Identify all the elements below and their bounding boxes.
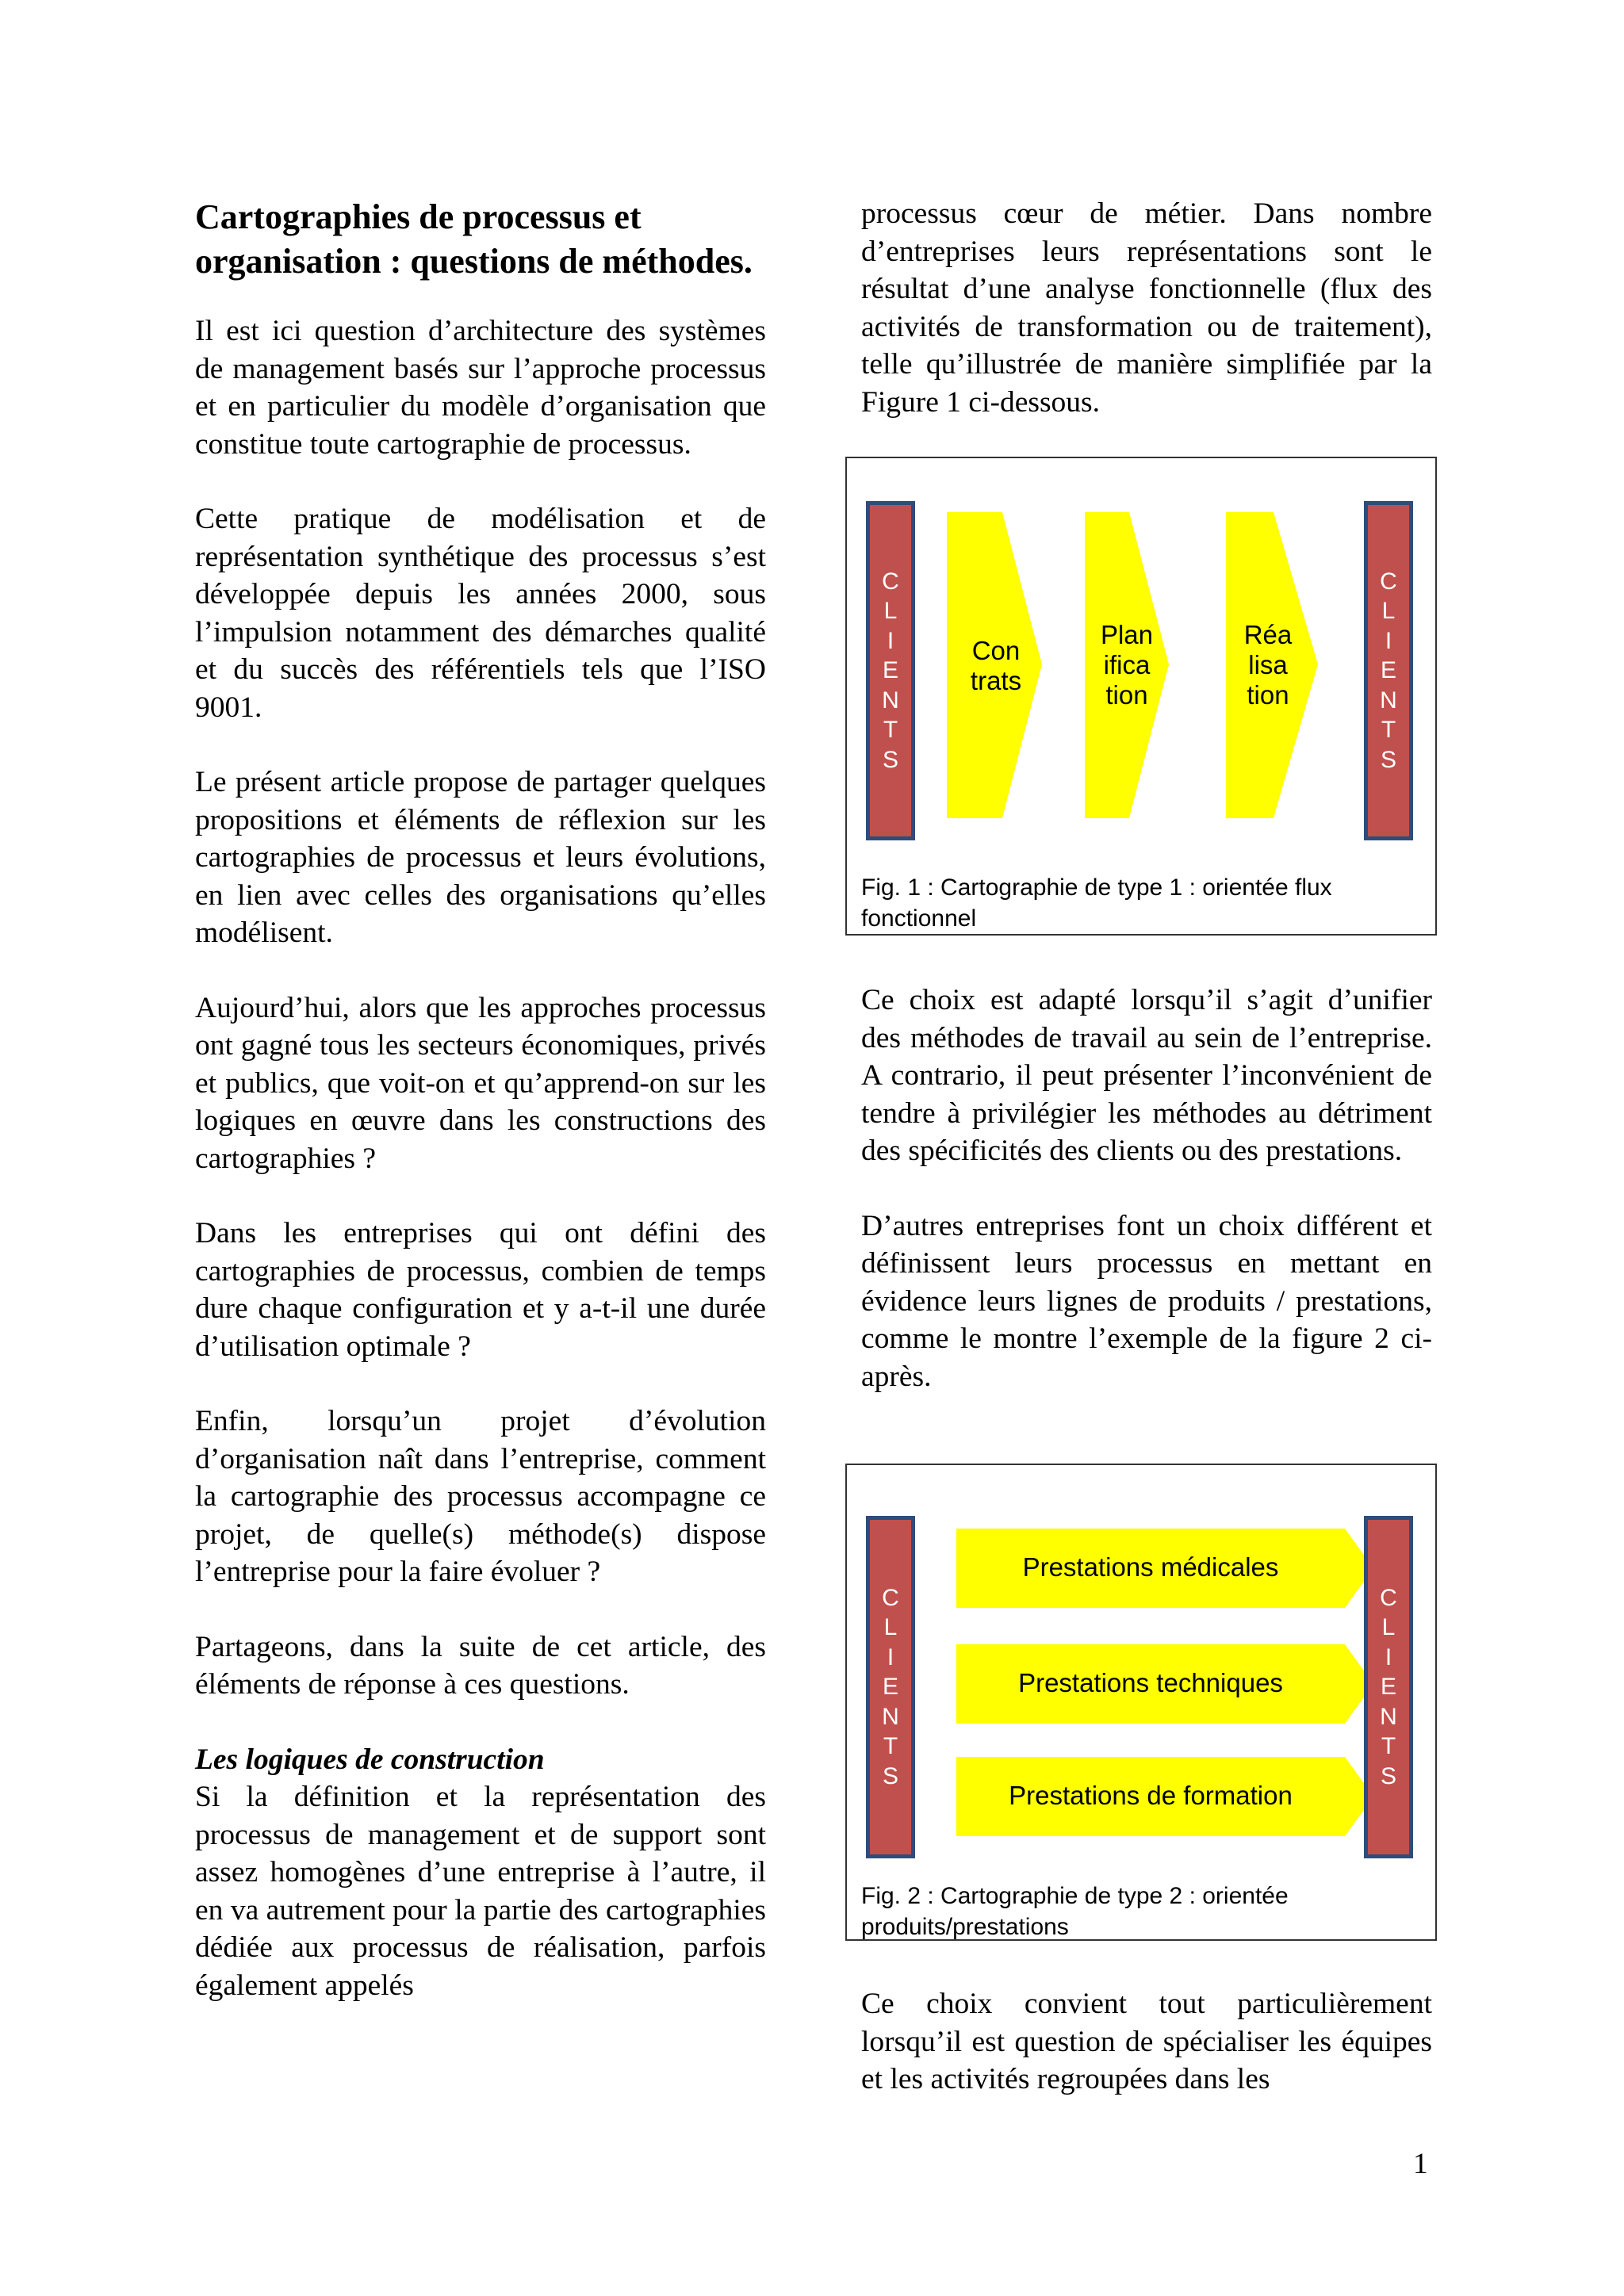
clients-letter: N [882,687,899,714]
article-title: Cartographies de processus et organisation : questions de méthodes. [195,197,753,281]
clients-letter: L [883,1614,898,1641]
step-label-planification: Plan ifica tion [1100,620,1154,710]
paragraph-logics-text: Si la définition et la représentation des processus de management et de support sont assez homogènes d’une entreprise à l’autre, il en va autrement pour la partie des cartographies dédiée aux processus de réalisation, parfois également appelés [195,1781,766,2002]
clients-letter: E [882,1674,898,1701]
left-column [195,195,766,2004]
clients-letter: S [1380,746,1396,773]
clients-letter: N [1380,1703,1397,1730]
step-label-contrats: Con trats [970,636,1022,695]
clients-letter: E [1380,657,1396,684]
clients-letter: T [883,717,898,744]
clients-letter: T [1381,1733,1396,1760]
paragraph-choice-2: D’autres entreprises font un choix différent et définissent leurs processus en mettant en évidence leurs lignes de produits / prestations, comme le montre l’exemple de la figure 2 ci-après. [861,1209,1432,1393]
clients-letter: S [882,1762,898,1789]
paragraph-purpose: Le présent article propose de partager quelques propositions et éléments de réflexion sur les cartographies de processus et leurs évolutions, en lien avec celles des organisations qu’elles modélisent. [195,766,766,949]
paragraph-choice-3: Ce choix convient tout particulièrement lorsqu’il est question de spécialiser les équipes et les activités regroupées dans les [861,1988,1432,2095]
paragraph-question-1: Aujourd’hui, alors que les approches processus ont gagné tous les secteurs économiques, privés et publics, que voit-on et qu’apprend-on sur les logiques en œuvre dans les constructions des cartographies ? [195,991,766,1175]
clients-letter: L [883,598,898,625]
figure-1-caption: Fig. 1 : Cartographie de type 1 : orientée flux fonctionnel [861,874,1332,932]
line-label-medical: Prestations médicales [1022,1552,1279,1582]
clients-letter: I [1385,1644,1392,1670]
product-line-arrows [847,1465,1435,1941]
clients-letter: T [1381,717,1396,744]
clients-letter: L [1381,1614,1396,1641]
clients-letter: E [1380,1674,1396,1701]
paragraph-share: Partageons, dans la suite de cet article, des éléments de réponse à ces questions. [195,1630,766,1701]
clients-letter: L [1381,598,1396,625]
paragraph-choice-1: Ce choix est adapté lorsqu’il s’agit d’unifier des méthodes de travail au sein de l’entreprise. A contrario, il peut présenter l’inconvénient de tendre à privilégier les méthodes au détriment des spécificités des clients ou des prestations. [861,984,1432,1167]
clients-letter: C [1380,1584,1397,1611]
clients-bar-right [1364,501,1413,840]
clients-letter: S [1380,1762,1396,1789]
figure-2-caption: Fig. 2 : Cartographie de type 2 : orientée produits/prestations [861,1883,1289,1940]
figure-2-product-lines [845,1464,1437,1941]
section-subheading: Les logiques de construction [195,1743,545,1776]
page-number: 1 [1413,2148,1428,2180]
line-label-technical: Prestations techniques [1018,1668,1283,1697]
paragraph-history: Cette pratique de modélisation et de représentation synthétique des processus s’est développée depuis les années 2000, sous l’impulsion notamment des démarches qualité et du succès des référentiels tels que l’ISO 9001. [195,503,766,724]
paragraph-logics [195,1741,766,2005]
step-label-realisation: Réa lisa tion [1243,620,1293,710]
clients-letter: C [882,1584,899,1611]
right-column-top [861,195,1432,458]
clients-letter: C [882,568,899,595]
right-column-middle [861,982,1432,1433]
paragraph-question-3: Enfin, lorsqu’un projet d’évolution d’organisation naît dans l’entreprise, comment la cartographie des processus accompagne ce projet, de quelle(s) méthode(s) dispose l’entreprise pour la faire évoluer ? [195,1405,766,1588]
paragraph-continuation: processus cœur de métier. Dans nombre d’entreprises leurs représentations sont le résultat d’une analyse fonctionnelle (flux des activités de transformation ou de traitement), telle qu’illustrée de manière simplifiée par la Figure 1 ci-dessous. [861,197,1432,419]
clients-letter: T [883,1733,898,1760]
clients-bar-right [1364,1516,1413,1858]
clients-letter: N [1380,687,1397,714]
right-column-bottom [861,1985,1432,2136]
clients-letter: I [887,1644,894,1670]
paragraph-intro: Il est ici question d’architecture des systèmes de management basés sur l’approche processus et en particulier du modèle d’organisation que constitue toute cartographie de processus. [195,315,766,461]
clients-letter: C [1380,568,1397,595]
clients-letter: I [887,627,894,654]
clients-letter: E [882,657,898,684]
paragraph-question-2: Dans les entreprises qui ont défini des cartographies de processus, combien de temps dure chaque configuration et y a-t-il une durée d’utilisation optimale ? [195,1217,766,1363]
clients-letter: I [1385,627,1392,654]
clients-letter: N [882,1703,899,1730]
line-label-training: Prestations de formation [1009,1781,1293,1810]
clients-letter: S [882,746,898,773]
figure-1-functional-flow [845,457,1437,936]
